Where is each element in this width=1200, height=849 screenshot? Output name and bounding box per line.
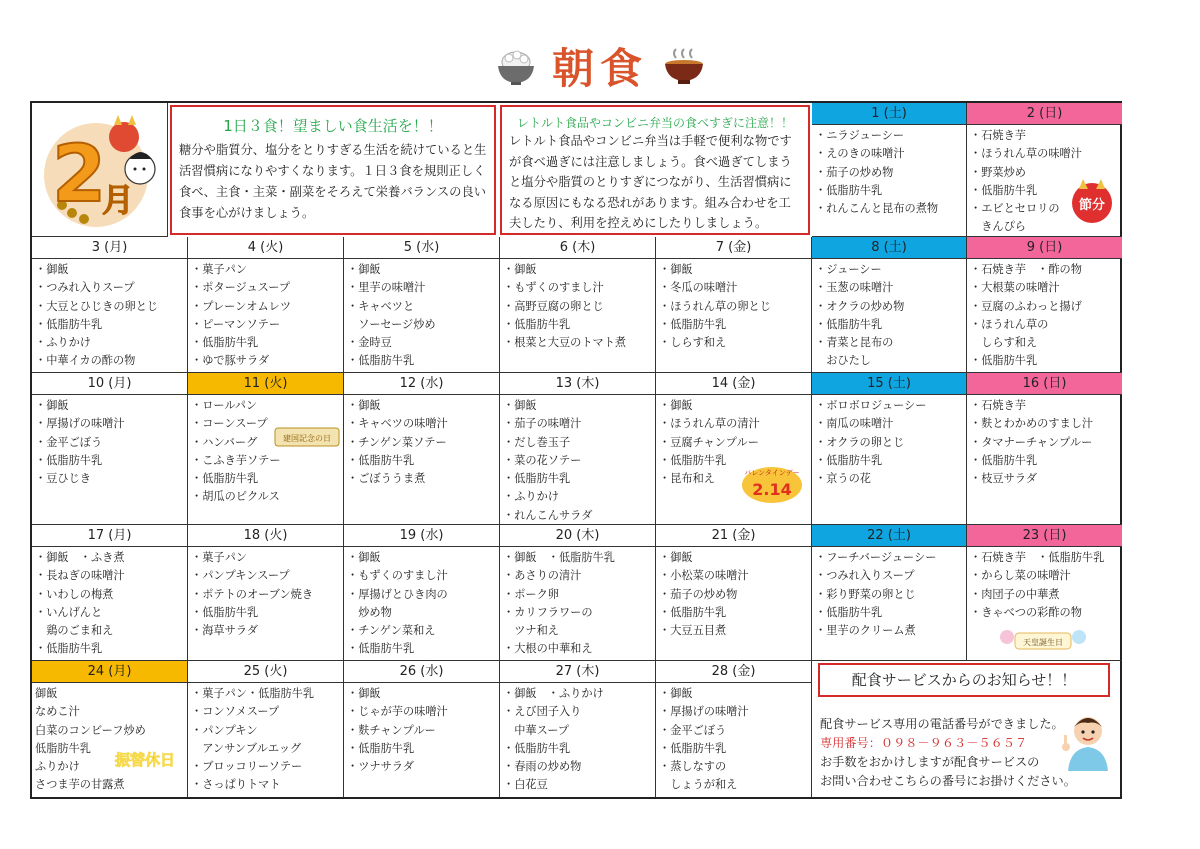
- valentine-sticker: [740, 461, 804, 505]
- menu-item: アンサンブルエッグ: [191, 741, 302, 755]
- notice-meals-body: 糖分や脂質分、塩分をとりすぎる生活を続けていると生活習慣病になりやすくなります。１日３食を規則正しく食べ、主食・主菜・副菜をそろえて栄養バランスの良い食事を心がけましょう。: [179, 143, 487, 220]
- menu-item: さつま芋の甘露煮: [35, 778, 125, 792]
- menu-item: ・えび団子入り: [503, 705, 582, 719]
- notice-meals-heading: 1日３食！望ましい食生活を！！: [223, 117, 443, 135]
- day-header-15: 15 (土): [812, 373, 966, 395]
- menu-item: ・野菜炒め: [970, 165, 1026, 179]
- menu-item: ・低脂肪牛乳: [970, 453, 1038, 467]
- menu-list-15: [812, 395, 966, 488]
- menu-item: ・低脂肪牛乳: [191, 336, 259, 350]
- day-header-21: 21 (金): [656, 525, 811, 547]
- menu-item: ・玉葱の味噌汁: [815, 281, 894, 295]
- day-header-16: 16 (日): [967, 373, 1122, 395]
- day-cell-26: [344, 661, 500, 797]
- day-cell-15: [812, 373, 967, 525]
- notice-retort-body: レトルト食品やコンビニ弁当は手軽で便利な物ですが食べ過ぎには注意しましょう。食べ過ぎてしまうと塩分や脂質のとりすぎにつながり、生活習慣病になる原因にもなる恐れがあります。組み合わせを工夫したり、利用を控えめにしたりしましょう。: [509, 134, 792, 230]
- menu-item: ・南瓜の味噌汁: [815, 417, 894, 431]
- day-header-23: 23 (日): [967, 525, 1122, 547]
- menu-item: しらす和え: [970, 336, 1038, 350]
- menu-item: ・御飯 ・低脂肪牛乳: [503, 551, 615, 564]
- menu-item: 炒め物: [347, 605, 392, 619]
- menu-item: ・つみれ入りスープ: [815, 569, 915, 583]
- menu-item: ・豆腐チャンプルー: [659, 435, 759, 449]
- menu-item: ・低脂肪牛乳: [970, 183, 1038, 197]
- menu-item: ・御飯: [659, 263, 693, 276]
- menu-item: ・カリフラワーの: [503, 605, 593, 619]
- menu-item: ・低脂肪牛乳: [815, 453, 883, 467]
- day-cell-25: [188, 661, 344, 797]
- menu-list-8: [812, 259, 966, 371]
- day-header-10: 10 (月): [32, 373, 187, 395]
- day-cell-27: [500, 661, 656, 797]
- setsubun-sticker: [1067, 175, 1117, 227]
- page-title: 朝食: [551, 44, 648, 93]
- day-cell-22: [812, 525, 967, 661]
- day-cell-6: [500, 237, 656, 373]
- menu-item: ・京うの花: [815, 472, 871, 486]
- menu-list-23: [967, 547, 1122, 622]
- day-cell-20: [500, 525, 656, 661]
- menu-item: ・高野豆腐の卵とじ: [503, 299, 604, 313]
- menu-item: ・れんこんサラダ: [503, 508, 593, 522]
- menu-item: ・れんこんと昆布の煮物: [815, 202, 939, 216]
- menu-item: きんぴら: [970, 220, 1026, 234]
- menu-item: ・ふりかけ: [503, 490, 559, 504]
- day-header-3: 3 (月): [32, 237, 187, 259]
- menu-item: ・御飯: [503, 263, 537, 276]
- menu-item: ・昆布和え: [659, 472, 715, 486]
- emperor-birthday-label: 天皇誕生日: [1023, 638, 1063, 647]
- menu-item: ・プレーンオムレツ: [191, 299, 292, 313]
- menu-item: ・もずくのすまし汁: [503, 281, 604, 295]
- menu-item: ・ハンバーグ: [191, 435, 258, 449]
- menu-item: おひたし: [815, 354, 871, 368]
- menu-item: ・石焼き芋 ・低脂肪牛乳: [970, 551, 1105, 564]
- menu-item: ・御飯: [659, 687, 693, 700]
- day-cell-17: [32, 525, 188, 661]
- menu-item: ・石焼き芋 ・酢の物: [970, 263, 1082, 276]
- day-cell-2: [967, 103, 1122, 237]
- menu-item: ・低脂肪牛乳: [815, 183, 883, 197]
- day-header-4: 4 (火): [188, 237, 343, 259]
- day-cell-3: [32, 237, 188, 373]
- menu-item: ・ほうれん草の清汁: [659, 417, 760, 431]
- valentine-date: 2.14: [752, 480, 792, 499]
- page-header: [0, 36, 1200, 96]
- month-suffix: 月: [102, 181, 135, 219]
- menu-list-10: [32, 395, 187, 488]
- menu-item: 白菜のコンビーフ炒め: [35, 723, 146, 737]
- menu-item: ・低脂肪牛乳: [35, 317, 103, 331]
- day-header-8: 8 (土): [812, 237, 966, 259]
- menu-item: ・フーチバージューシー: [815, 551, 937, 564]
- menu-list-19: [344, 547, 499, 659]
- menu-list-26: [344, 683, 499, 776]
- menu-list-21: [656, 547, 811, 640]
- menu-item: ・厚揚げの味噌汁: [35, 417, 125, 431]
- menu-list-1: [812, 125, 966, 218]
- menu-item: ・豆腐のふわっと揚げ: [970, 299, 1082, 313]
- menu-item: ・豆ひじき: [35, 472, 91, 486]
- day-header-27: 27 (木): [500, 661, 655, 683]
- service-body: [820, 715, 1076, 791]
- emperor-birthday-sticker: [997, 625, 1089, 657]
- menu-item: ・チンゲン菜和え: [347, 624, 436, 638]
- menu-item: ・御飯: [347, 263, 381, 276]
- menu-item: ・大豆とひじきの卵とじ: [35, 299, 159, 313]
- day-header-12: 12 (水): [344, 373, 499, 395]
- menu-item: ・小松菜の味噌汁: [659, 569, 749, 583]
- menu-item: ・ロールパン: [191, 399, 258, 412]
- menu-item: ・からし菜の味噌汁: [970, 569, 1071, 583]
- menu-item: ・ニラジューシー: [815, 129, 905, 142]
- menu-item: ・金時豆: [347, 336, 392, 350]
- menu-item: ・里芋のクリーム煮: [815, 624, 916, 638]
- menu-item: ・茄子の炒め物: [659, 587, 738, 601]
- day-header-19: 19 (水): [344, 525, 499, 547]
- menu-item: ・御飯: [35, 263, 69, 276]
- service-heading: 配食サービスからのお知らせ！！: [818, 663, 1110, 697]
- month-illustration: [32, 103, 168, 237]
- menu-list-12: [344, 395, 499, 488]
- menu-item: ・低脂肪牛乳: [503, 472, 571, 486]
- menu-item: ・低脂肪牛乳: [191, 605, 259, 619]
- menu-item: ・低脂肪牛乳: [659, 453, 727, 467]
- menu-list-17: [32, 547, 187, 659]
- menu-item: なめこ汁: [35, 705, 80, 719]
- menu-item: ・菜の花ソテー: [503, 453, 582, 467]
- rice-bowl-icon: [494, 46, 538, 86]
- menu-item: ・いわしの梅煮: [35, 587, 114, 601]
- day-header-26: 26 (水): [344, 661, 499, 683]
- day-cell-23: [967, 525, 1122, 661]
- day-cell-11: [188, 373, 344, 525]
- menu-item: ・低脂肪牛乳: [815, 317, 883, 331]
- menu-item: ・ゆで豚サラダ: [191, 354, 270, 368]
- menu-item: ・菓子パン: [191, 551, 247, 564]
- menu-item: ・御飯: [659, 399, 693, 412]
- menu-item: ・きゃべつの彩酢の物: [970, 605, 1082, 619]
- day-header-14: 14 (金): [656, 373, 811, 395]
- menu-item: ・御飯 ・ふりかけ: [503, 687, 604, 700]
- day-header-2: 2 (日): [967, 103, 1122, 125]
- menu-item: ・海草サラダ: [191, 624, 259, 638]
- menu-item: ・里芋の味噌汁: [347, 281, 426, 295]
- menu-item: ・いんげんと: [35, 605, 103, 619]
- menu-item: しょうが和え: [659, 778, 738, 792]
- month-number: 2: [52, 130, 107, 220]
- menu-item: ・さっぱりトマト: [191, 778, 281, 792]
- menu-item: ・胡瓜のピクルス: [191, 490, 280, 504]
- menu-item: ・えのきの味噌汁: [815, 147, 905, 161]
- notice-retort-heading: レトルト食品やコンビニ弁当の食べすぎに注意！！: [516, 116, 793, 130]
- day-cell-4: [188, 237, 344, 373]
- menu-list-5: [344, 259, 499, 371]
- menu-item: ・中華イカの酢の物: [35, 354, 136, 368]
- menu-item: ・春雨の炒め物: [503, 760, 582, 774]
- day-cell-12: [344, 373, 500, 525]
- menu-item: ・オクラの炒め物: [815, 299, 905, 313]
- menu-item: ・ほうれん草の卵とじ: [659, 299, 771, 313]
- menu-item: ・肉団子の中華煮: [970, 587, 1060, 601]
- menu-item: ・茄子の炒め物: [815, 165, 894, 179]
- soup-bowl-icon: [662, 46, 706, 86]
- day-header-7: 7 (金): [656, 237, 811, 259]
- menu-list-16: [967, 395, 1122, 488]
- day-cell-19: [344, 525, 500, 661]
- menu-item: ・低脂肪牛乳: [659, 317, 727, 331]
- menu-item: ・低脂肪牛乳: [503, 317, 571, 331]
- day-header-28: 28 (金): [656, 661, 811, 683]
- day-header-25: 25 (火): [188, 661, 343, 683]
- menu-item: ・ふりかけ: [35, 336, 91, 350]
- menu-calendar: [30, 101, 1122, 799]
- menu-item: ・こふき芋ソテー: [191, 453, 281, 467]
- day-cell-16: [967, 373, 1122, 525]
- menu-item: ・低脂肪牛乳: [347, 453, 415, 467]
- menu-item: ・金平ごぼう: [659, 723, 727, 737]
- menu-item: ・ポタージュスープ: [191, 281, 291, 295]
- menu-item: ・パンプキン: [191, 723, 258, 737]
- substitute-holiday-sticker: [108, 745, 182, 773]
- menu-item: ・蒸しなすの: [659, 760, 727, 774]
- menu-item: 低脂肪牛乳: [35, 741, 91, 755]
- day-cell-28: [656, 661, 812, 797]
- menu-list-27: [500, 683, 655, 795]
- menu-item: ・大根の中華和え: [503, 642, 593, 656]
- service-line-1: 配食サービス専用の電話番号ができました。: [820, 717, 1064, 731]
- day-header-13: 13 (木): [500, 373, 655, 395]
- menu-item: ・低脂肪牛乳: [347, 642, 415, 656]
- day-header-1: 1 (土): [812, 103, 966, 125]
- setsubun-label: 節分: [1078, 198, 1106, 213]
- menu-item: 中華スープ: [503, 723, 570, 737]
- menu-item: ・厚揚げの味噌汁: [659, 705, 749, 719]
- notice-retort: [500, 105, 810, 235]
- menu-item: ・ボロボロジューシー: [815, 399, 927, 412]
- menu-item: ・御飯: [659, 551, 693, 564]
- service-phone: 専用番号：０９８－９６３－５６５７: [820, 736, 1028, 750]
- menu-item: ・しらす和え: [659, 336, 727, 350]
- menu-item: ・御飯: [347, 551, 381, 564]
- menu-item: ・菓子パン・低脂肪牛乳: [191, 687, 315, 700]
- menu-item: ・低脂肪牛乳: [191, 472, 259, 486]
- day-header-17: 17 (月): [32, 525, 187, 547]
- menu-item: ・オクラの卵とじ: [815, 435, 905, 449]
- menu-item: ・麩チャンプルー: [347, 723, 436, 737]
- menu-list-6: [500, 259, 655, 352]
- day-header-6: 6 (木): [500, 237, 655, 259]
- menu-item: ・御飯 ・ふき煮: [35, 551, 125, 564]
- menu-item: ・低脂肪牛乳: [347, 741, 415, 755]
- menu-item: ・石焼き芋: [970, 129, 1026, 142]
- menu-item: ・茄子の味噌汁: [503, 417, 582, 431]
- menu-item: ・菓子パン: [191, 263, 247, 276]
- day-header-24: 24 (月): [32, 661, 187, 683]
- menu-list-4: [188, 259, 343, 371]
- day-header-9: 9 (日): [967, 237, 1122, 259]
- menu-list-7: [656, 259, 811, 352]
- day-cell-1: [812, 103, 967, 237]
- menu-item: ・低脂肪牛乳: [35, 453, 103, 467]
- menu-list-20: [500, 547, 655, 659]
- menu-item: ・低脂肪牛乳: [503, 741, 571, 755]
- menu-item: ・ピーマンソテー: [191, 317, 281, 331]
- menu-item: ・ほうれん草の味噌汁: [970, 147, 1082, 161]
- menu-item: 鶏のごま和え: [35, 624, 114, 638]
- menu-item: ・大根葉の味噌汁: [970, 281, 1060, 295]
- menu-item: ふりかけ: [35, 760, 80, 774]
- day-cell-10: [32, 373, 188, 525]
- menu-item: ・だし巻玉子: [503, 435, 571, 449]
- menu-item: ・御飯: [503, 399, 537, 412]
- menu-item: ・ジューシー: [815, 263, 882, 276]
- menu-list-24: [32, 683, 187, 795]
- menu-item: ・低脂肪牛乳: [970, 354, 1038, 368]
- menu-item: ・キャベツの味噌汁: [347, 417, 448, 431]
- menu-item: ・もずくのすまし汁: [347, 569, 448, 583]
- day-header-22: 22 (土): [812, 525, 966, 547]
- menu-item: ・白花豆: [503, 778, 548, 792]
- day-cell-8: [812, 237, 967, 373]
- menu-item: ・チンゲン菜ソテー: [347, 435, 447, 449]
- menu-item: ・コーンスープ: [191, 417, 268, 431]
- menu-item: ・根菜と大豆のトマト煮: [503, 336, 627, 350]
- menu-item: ・御飯: [347, 399, 381, 412]
- day-cell-9: [967, 237, 1122, 373]
- menu-item: ・コンソメスープ: [191, 705, 280, 719]
- menu-item: ・青菜と昆布の: [815, 336, 894, 350]
- menu-list-25: [188, 683, 343, 795]
- day-cell-7: [656, 237, 812, 373]
- menu-item: ・御飯: [35, 399, 69, 412]
- menu-list-22: [812, 547, 966, 640]
- day-cell-18: [188, 525, 344, 661]
- menu-item: ・麩とわかめのすまし汁: [970, 417, 1094, 431]
- menu-list-9: [967, 259, 1122, 371]
- national-day-sticker: [274, 425, 340, 449]
- day-header-20: 20 (木): [500, 525, 655, 547]
- day-header-18: 18 (火): [188, 525, 343, 547]
- menu-list-3: [32, 259, 187, 371]
- menu-item: ・冬瓜の味噌汁: [659, 281, 738, 295]
- menu-item: ・キャベツと: [347, 299, 415, 313]
- day-cell-14: [656, 373, 812, 525]
- menu-item: ・大豆五目煮: [659, 624, 727, 638]
- menu-item: ・長ねぎの味噌汁: [35, 569, 125, 583]
- menu-item: ・ブロッコリーソテー: [191, 760, 303, 774]
- menu-item: ・低脂肪牛乳: [659, 605, 727, 619]
- menu-item: ・ポーク卵: [503, 587, 559, 601]
- notice-meals: [170, 105, 496, 235]
- menu-item: ・厚揚げとひき肉の: [347, 587, 448, 601]
- menu-item: ・低脂肪牛乳: [347, 354, 415, 368]
- menu-item: ・低脂肪牛乳: [815, 605, 883, 619]
- menu-item: ・彩り野菜の卵とじ: [815, 587, 916, 601]
- day-cell-21: [656, 525, 812, 661]
- menu-list-13: [500, 395, 655, 525]
- menu-item: ・あさりの清汁: [503, 569, 582, 583]
- substitute-holiday-label: 振替休日: [114, 751, 176, 769]
- menu-item: ・石焼き芋: [970, 399, 1026, 412]
- menu-item: ・金平ごぼう: [35, 435, 103, 449]
- staff-illustration: [1058, 711, 1114, 771]
- menu-item: ・低脂肪牛乳: [659, 741, 727, 755]
- menu-item: ・エビとセロリの: [970, 202, 1060, 216]
- menu-item: ・ほうれん草の: [970, 317, 1049, 331]
- menu-item: ・パンプキンスープ: [191, 569, 290, 583]
- month-badge: [32, 103, 168, 237]
- national-day-label: 建国記念の日: [283, 434, 331, 443]
- valentine-caption: バレンタインデー: [744, 469, 800, 477]
- menu-item: ・ポテトのオーブン焼き: [191, 587, 314, 601]
- day-cell-5: [344, 237, 500, 373]
- day-cell-13: [500, 373, 656, 525]
- menu-list-18: [188, 547, 343, 640]
- menu-item: ツナ和え: [503, 624, 559, 638]
- day-header-11: 11 (火): [188, 373, 343, 395]
- menu-item: ・低脂肪牛乳: [35, 642, 103, 656]
- menu-item: ソーセージ炒め: [347, 317, 436, 331]
- day-cell-24: [32, 661, 188, 797]
- service-line-3: お問い合わせこちらの番号にお掛けください。: [820, 774, 1076, 788]
- menu-item: ・枝豆サラダ: [970, 472, 1038, 486]
- menu-list-11: [188, 395, 343, 507]
- menu-item: ・つみれ入りスープ: [35, 281, 135, 295]
- menu-item: ・御飯: [347, 687, 381, 700]
- service-notice: [812, 661, 1122, 797]
- service-line-2: お手数をおかけしますが配食サービスの: [820, 755, 1040, 769]
- menu-item: 御飯: [35, 687, 58, 700]
- menu-item: ・じゃが芋の味噌汁: [347, 705, 448, 719]
- day-header-5: 5 (水): [344, 237, 499, 259]
- menu-item: ・ツナサラダ: [347, 760, 415, 774]
- menu-item: ・ごぼううま煮: [347, 472, 426, 486]
- menu-list-28: [656, 683, 811, 795]
- menu-item: ・タマナーチャンプルー: [970, 435, 1093, 449]
